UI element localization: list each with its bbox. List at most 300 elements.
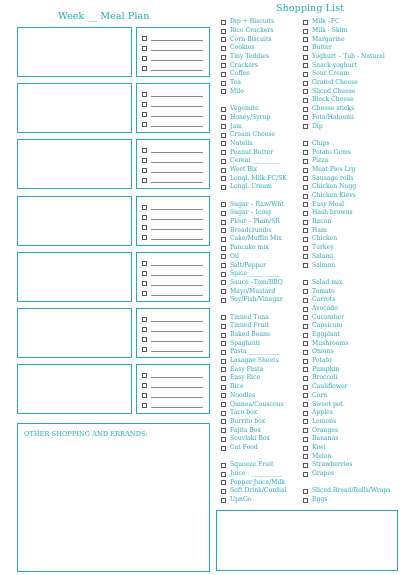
checkbox[interactable] — [221, 246, 226, 251]
checkbox[interactable] — [221, 298, 226, 303]
shopping-item — [303, 400, 390, 409]
write-in-line — [151, 182, 203, 183]
shopping-item-label: Turkey — [312, 244, 334, 252]
checkbox[interactable] — [221, 463, 226, 468]
write-in-line — [151, 126, 203, 127]
checkbox[interactable] — [221, 202, 226, 207]
checkbox[interactable] — [142, 46, 147, 51]
shopping-item — [303, 105, 390, 114]
day-checklist-box — [136, 364, 210, 414]
shopping-item-label: Cream Cheese — [230, 131, 276, 139]
checkbox[interactable] — [221, 150, 226, 155]
checkbox[interactable] — [303, 211, 308, 216]
checkbox[interactable] — [142, 158, 147, 163]
write-in-line — [151, 295, 203, 296]
shopping-item-label: Potato Gems — [312, 148, 352, 156]
shopping-item — [303, 235, 390, 244]
shopping-item — [303, 383, 390, 392]
shopping-column-right — [303, 18, 390, 505]
checkbox[interactable] — [142, 281, 147, 286]
shopping-item — [221, 461, 287, 470]
shopping-item-label: Sliced Bread/Rolls/Wraps — [312, 487, 391, 495]
checkbox[interactable] — [221, 115, 226, 120]
shopping-item — [221, 400, 287, 409]
checkbox[interactable] — [221, 46, 226, 51]
checkbox[interactable] — [303, 81, 308, 86]
checkbox[interactable] — [303, 298, 308, 303]
write-in-line — [151, 351, 203, 352]
checkbox[interactable] — [142, 271, 147, 276]
checkbox[interactable] — [303, 168, 308, 173]
checkbox[interactable] — [303, 63, 308, 68]
checkbox[interactable] — [303, 176, 308, 181]
shopping-item — [221, 348, 287, 357]
checkbox[interactable] — [221, 385, 226, 390]
checkbox[interactable] — [303, 419, 308, 424]
checkbox[interactable] — [303, 72, 308, 77]
shopping-item-label: Yoghurt – Tub - Natural — [312, 53, 385, 61]
checkbox[interactable] — [303, 194, 308, 199]
checkbox[interactable] — [303, 46, 308, 51]
shopping-item-label: Kiwi — [312, 443, 326, 451]
shopping-item — [221, 166, 287, 175]
checkbox[interactable] — [221, 315, 226, 320]
checklist-row — [142, 314, 209, 324]
checkbox[interactable] — [142, 168, 147, 173]
shopping-item-label: Longl. Cream — [230, 183, 272, 191]
shopping-item — [303, 444, 390, 453]
shopping-item-label: Rice Crackers — [230, 26, 274, 34]
checkbox[interactable] — [303, 385, 308, 390]
shopping-item — [303, 244, 390, 253]
shopping-item-label: UpnGo — [230, 496, 252, 504]
day-meal-box[interactable] — [17, 252, 132, 302]
checkbox[interactable] — [303, 393, 308, 398]
checklist-row — [142, 278, 209, 288]
shopping-item — [221, 244, 287, 253]
shopping-item-label: Strawberries — [312, 461, 353, 469]
checkbox[interactable] — [142, 337, 147, 342]
write-in-line — [151, 96, 203, 97]
checkbox[interactable] — [303, 446, 308, 451]
checkbox[interactable] — [221, 446, 226, 451]
shopping-item-label: Soy/Fish/Vinegar — [230, 296, 283, 304]
checkbox[interactable] — [221, 63, 226, 68]
checkbox[interactable] — [303, 237, 308, 242]
shopping-item — [303, 192, 390, 201]
checkbox[interactable] — [221, 489, 226, 494]
shopping-item-label: Vegemite — [230, 105, 259, 113]
checkbox[interactable] — [303, 37, 308, 42]
checkbox[interactable] — [221, 333, 226, 338]
checkbox[interactable] — [303, 141, 308, 146]
shopping-item-label: Juice - __________ — [230, 470, 282, 478]
other-shopping-box[interactable] — [17, 423, 210, 572]
shopping-item-label: Jam — [230, 122, 242, 130]
group-spacer — [221, 305, 287, 314]
shopping-item — [221, 218, 287, 227]
checkbox[interactable] — [303, 472, 308, 477]
shopping-item-label: Grapes — [312, 470, 335, 478]
checkbox[interactable] — [221, 411, 226, 416]
shopping-item-label: Feta/Haloumi — [312, 113, 354, 121]
checkbox[interactable] — [221, 168, 226, 173]
write-in-line — [151, 239, 203, 240]
checkbox[interactable] — [221, 419, 226, 424]
checkbox[interactable] — [142, 92, 147, 97]
checkbox[interactable] — [142, 317, 147, 322]
checkbox[interactable] — [221, 341, 226, 346]
checkbox[interactable] — [221, 211, 226, 216]
shopping-item-label: Sliced Cheese — [312, 87, 356, 95]
shopping-item — [303, 218, 390, 227]
shopping-item — [221, 209, 287, 218]
day-meal-box[interactable] — [17, 364, 132, 414]
shopping-item — [303, 148, 390, 157]
shopping-item-label: Onions — [312, 348, 334, 356]
shopping-item — [303, 140, 390, 149]
shopping-item-label: Crackers — [230, 61, 258, 69]
checkbox[interactable] — [303, 307, 308, 312]
checkbox[interactable] — [303, 159, 308, 164]
shopping-item-label: Avocado — [312, 304, 338, 312]
checkbox[interactable] — [142, 403, 147, 408]
checkbox[interactable] — [221, 263, 226, 268]
write-in-line — [151, 275, 203, 276]
shopping-item — [221, 313, 287, 322]
checkbox[interactable] — [142, 205, 147, 210]
shopping-item-label: Cat Food — [230, 443, 258, 451]
checklist-row — [142, 258, 209, 268]
shopping-item — [221, 435, 287, 444]
checklist-row — [142, 212, 209, 222]
shopping-item — [221, 478, 287, 487]
checklist-row — [142, 202, 209, 212]
checkbox[interactable] — [221, 480, 226, 485]
shopping-item — [221, 18, 287, 27]
checkbox[interactable] — [303, 254, 308, 259]
checkbox[interactable] — [221, 393, 226, 398]
shopping-item-label: Cheese sticks — [312, 105, 355, 113]
checkbox[interactable] — [303, 185, 308, 190]
shopping-item — [303, 61, 390, 70]
checkbox[interactable] — [142, 261, 147, 266]
checkbox[interactable] — [221, 72, 226, 77]
shopping-item — [221, 70, 287, 79]
checkbox[interactable] — [303, 463, 308, 468]
checkbox[interactable] — [221, 498, 226, 503]
checkbox[interactable] — [303, 220, 308, 225]
checkbox[interactable] — [303, 489, 308, 494]
checkbox[interactable] — [221, 141, 226, 146]
shopping-item — [221, 140, 287, 149]
checkbox[interactable] — [303, 150, 308, 155]
checkbox[interactable] — [221, 29, 226, 34]
checkbox[interactable] — [221, 89, 226, 94]
shopping-item-label: Quinoa/Couscous — [230, 400, 284, 408]
shopping-item-label: Chips — [312, 139, 330, 147]
shopping-item — [221, 392, 287, 401]
checkbox[interactable] — [221, 133, 226, 138]
shopping-item — [303, 114, 390, 123]
checkbox[interactable] — [303, 55, 308, 60]
checkbox[interactable] — [221, 228, 226, 233]
checkbox[interactable] — [303, 115, 308, 120]
checkbox[interactable] — [303, 376, 308, 381]
shopping-item-label: Block Cheese — [312, 96, 354, 104]
shopping-item — [303, 166, 390, 175]
checkbox[interactable] — [142, 347, 147, 352]
day-meal-box[interactable] — [17, 27, 132, 77]
write-in-line — [151, 162, 203, 163]
checkbox[interactable] — [221, 254, 226, 259]
shopping-item-label: Butter — [312, 44, 332, 52]
write-in-line — [151, 265, 203, 266]
shopping-item-label: Tiny Teddies — [230, 53, 269, 61]
checkbox[interactable] — [142, 178, 147, 183]
shopping-item-label: Fajita Box — [230, 426, 261, 434]
day-checklist-box — [136, 308, 210, 358]
checkbox[interactable] — [142, 225, 147, 230]
checkbox[interactable] — [303, 367, 308, 372]
shopping-item — [303, 79, 390, 88]
checkbox[interactable] — [303, 437, 308, 442]
checkbox[interactable] — [221, 220, 226, 225]
write-in-line — [151, 172, 203, 173]
shopping-item — [221, 200, 287, 209]
checkbox[interactable] — [142, 327, 147, 332]
checkbox[interactable] — [303, 20, 308, 25]
checkbox[interactable] — [221, 428, 226, 433]
shopping-item-label: Pizza — [312, 157, 329, 165]
shopping-item-label: Mushrooms — [312, 339, 349, 347]
group-spacer — [303, 478, 390, 487]
checkbox[interactable] — [303, 315, 308, 320]
shopping-item — [303, 253, 390, 262]
other-shopping-label: OTHER SHOPPING AND ERRANDS: — [24, 430, 148, 438]
shopping-item-label: Lemons — [312, 417, 337, 425]
checkbox[interactable] — [303, 498, 308, 503]
checkbox[interactable] — [221, 81, 226, 86]
checkbox[interactable] — [221, 55, 226, 60]
shopping-item — [221, 131, 287, 140]
checklist-row — [142, 63, 209, 73]
shopping-item — [303, 44, 390, 53]
shopping-item — [221, 61, 287, 70]
day-meal-box[interactable] — [17, 83, 132, 133]
write-in-line — [151, 229, 203, 230]
write-in-line — [151, 407, 203, 408]
shopping-item — [303, 261, 390, 270]
shopping-item-label: Salt/Pepper — [230, 261, 267, 269]
shopping-item — [221, 114, 287, 123]
checkbox[interactable] — [221, 350, 226, 355]
checklist-row — [142, 53, 209, 63]
checkbox[interactable] — [303, 411, 308, 416]
shopping-item-label: Bananas — [312, 435, 339, 443]
write-in-line — [151, 285, 203, 286]
shopping-item-label: Chicken Kievs — [312, 192, 356, 200]
checkbox[interactable] — [221, 185, 226, 190]
shopping-item-label: Hash browns — [312, 209, 353, 217]
shopping-column-left — [221, 18, 287, 505]
shopping-item — [303, 461, 390, 470]
shopping-item-label: Easy Pasta — [230, 365, 264, 373]
shopping-item — [221, 270, 287, 279]
checkbox[interactable] — [142, 383, 147, 388]
shopping-item-label: Sugar – Raw/Wht — [230, 200, 284, 208]
shopping-item — [303, 122, 390, 131]
shopping-item-label: Weet Bix — [230, 165, 258, 173]
shopping-item — [303, 183, 390, 192]
checkbox[interactable] — [221, 237, 226, 242]
checkbox[interactable] — [303, 454, 308, 459]
shopping-item — [303, 313, 390, 322]
notes-box[interactable] — [216, 510, 398, 571]
shopping-item — [221, 487, 287, 496]
checklist-row — [142, 334, 209, 344]
checkbox[interactable] — [142, 393, 147, 398]
shopping-item — [303, 366, 390, 375]
shopping-item — [221, 383, 287, 392]
shopping-item-label: Margarine — [312, 35, 345, 43]
checkbox[interactable] — [142, 235, 147, 240]
checkbox[interactable] — [142, 56, 147, 61]
checkbox[interactable] — [221, 472, 226, 477]
shopping-item — [221, 426, 287, 435]
shopping-item-label: Meat Pies Lrg — [312, 165, 356, 173]
shopping-item — [303, 296, 390, 305]
shopping-item-label: Breadcrumbs — [230, 226, 272, 234]
checklist-row — [142, 370, 209, 380]
shopping-item — [303, 35, 390, 44]
checkbox[interactable] — [221, 124, 226, 129]
checkbox[interactable] — [221, 107, 226, 112]
shopping-item-label: Carrots — [312, 296, 336, 304]
shopping-item-label: Sour Cream — [312, 70, 350, 78]
checklist-row — [142, 43, 209, 53]
shopping-item-label: Souvlaki Box — [230, 435, 270, 443]
checkbox[interactable] — [303, 280, 308, 285]
checkbox[interactable] — [303, 246, 308, 251]
shopping-item — [221, 444, 287, 453]
checkbox[interactable] — [303, 341, 308, 346]
write-in-line — [151, 116, 203, 117]
checkbox[interactable] — [142, 112, 147, 117]
checkbox[interactable] — [303, 324, 308, 329]
shopping-item-label: Sauce –Tom/BBQ — [230, 278, 283, 286]
shopping-item — [221, 287, 287, 296]
checkbox[interactable] — [142, 122, 147, 127]
shopping-item — [221, 322, 287, 331]
shopping-item-label: Capsicum — [312, 322, 343, 330]
shopping-item-label: Dip + Biscuits — [230, 18, 275, 26]
checklist-row — [142, 165, 209, 175]
write-in-line — [151, 60, 203, 61]
day-checklist-box — [136, 83, 210, 133]
shopping-item-label: Tinned Tuna — [230, 313, 269, 321]
day-meal-box[interactable] — [17, 196, 132, 246]
shopping-item-label: Ham — [312, 226, 327, 234]
checkbox[interactable] — [303, 263, 308, 268]
checkbox[interactable] — [221, 376, 226, 381]
checkbox[interactable] — [142, 373, 147, 378]
checkbox[interactable] — [303, 350, 308, 355]
checkbox[interactable] — [303, 228, 308, 233]
shopping-item-label: Eggplant — [312, 331, 341, 339]
day-meal-box[interactable] — [17, 308, 132, 358]
checkbox[interactable] — [303, 428, 308, 433]
write-in-line — [151, 377, 203, 378]
checklist-row — [142, 109, 209, 119]
shopping-item-label: Potato — [312, 357, 332, 365]
checkbox[interactable] — [221, 367, 226, 372]
day-meal-box[interactable] — [17, 139, 132, 189]
checkbox[interactable] — [303, 289, 308, 294]
shopping-item — [221, 27, 287, 36]
write-in-line — [151, 70, 203, 71]
shopping-item-label: Honey/Syrup — [230, 113, 271, 121]
checkbox[interactable] — [221, 359, 226, 364]
shopping-item — [303, 227, 390, 236]
checkbox[interactable] — [142, 215, 147, 220]
checkbox[interactable] — [142, 36, 147, 41]
checkbox[interactable] — [303, 89, 308, 94]
checkbox[interactable] — [303, 107, 308, 112]
checkbox[interactable] — [142, 148, 147, 153]
write-in-line — [151, 219, 203, 220]
shopping-item — [303, 470, 390, 479]
checkbox[interactable] — [221, 159, 226, 164]
shopping-item — [303, 435, 390, 444]
write-in-line — [151, 209, 203, 210]
checkbox[interactable] — [142, 66, 147, 71]
checkbox[interactable] — [221, 289, 226, 294]
shopping-item — [221, 366, 287, 375]
shopping-item — [221, 227, 287, 236]
checklist-row — [142, 390, 209, 400]
checklist-row — [142, 344, 209, 354]
checkbox[interactable] — [303, 402, 308, 407]
shopping-item — [221, 374, 287, 383]
checkbox[interactable] — [221, 20, 226, 25]
checkbox[interactable] — [221, 437, 226, 442]
checkbox[interactable] — [303, 202, 308, 207]
shopping-item — [221, 122, 287, 131]
checkbox[interactable] — [221, 324, 226, 329]
checklist-row — [142, 268, 209, 278]
checkbox[interactable] — [221, 402, 226, 407]
checkbox[interactable] — [303, 98, 308, 103]
shopping-item-label: Milk –FC — [312, 18, 340, 26]
checkbox[interactable] — [221, 272, 226, 277]
shopping-item — [303, 409, 390, 418]
checkbox[interactable] — [303, 333, 308, 338]
checkbox[interactable] — [303, 359, 308, 364]
checkbox[interactable] — [303, 124, 308, 129]
checkbox[interactable] — [142, 102, 147, 107]
shopping-item-label: Dip — [312, 122, 323, 130]
group-spacer — [221, 96, 287, 105]
checkbox[interactable] — [221, 176, 226, 181]
checkbox[interactable] — [221, 37, 226, 42]
checkbox[interactable] — [221, 280, 226, 285]
checkbox[interactable] — [142, 291, 147, 296]
shopping-item — [303, 418, 390, 427]
checklist-row — [142, 324, 209, 334]
shopping-item — [303, 322, 390, 331]
checkbox[interactable] — [303, 29, 308, 34]
